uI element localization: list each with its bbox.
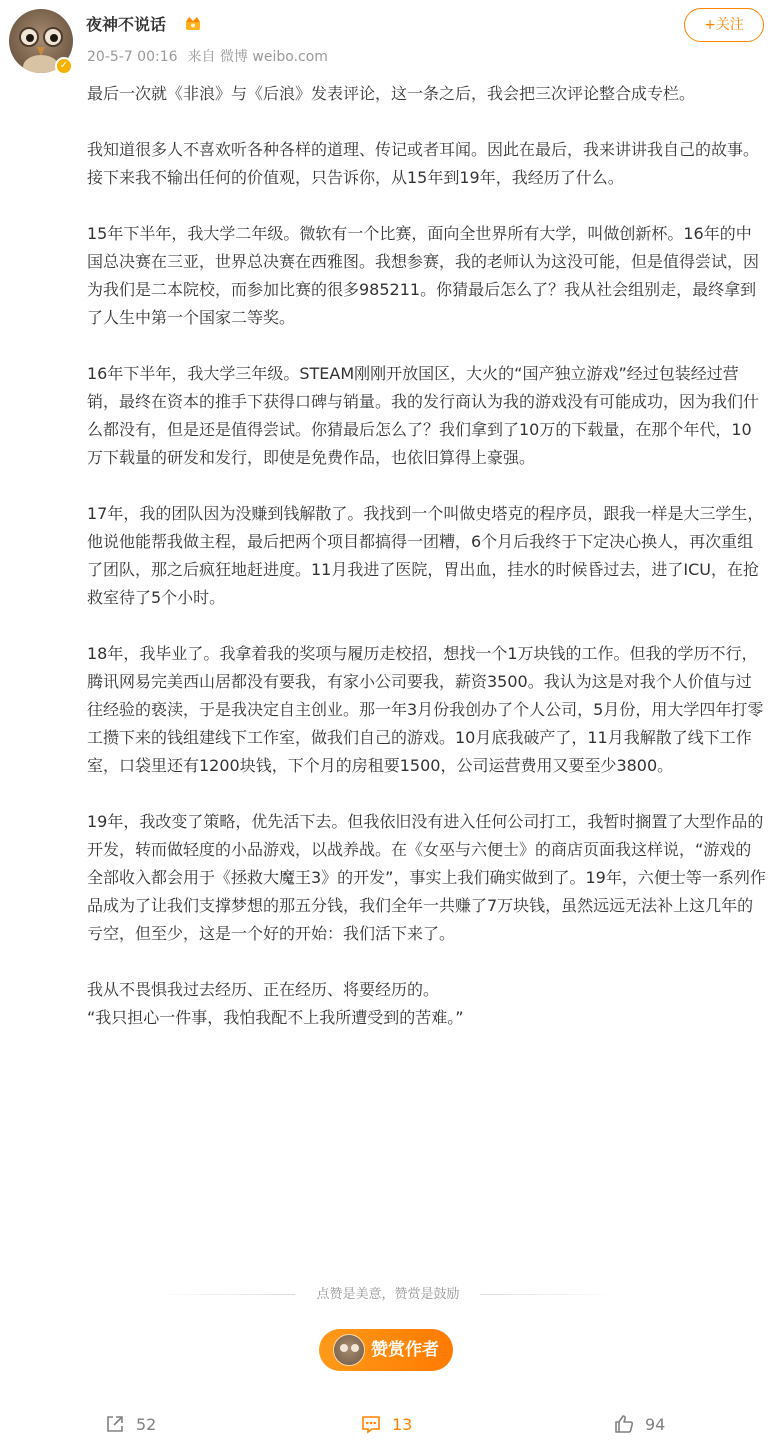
share-count: 52 — [136, 1414, 157, 1434]
divider-line-right — [480, 1294, 620, 1295]
follow-button[interactable]: +关注 — [684, 8, 764, 42]
post-quote: “我只担心一件事，我怕我配不上我所遭受到的苦难。” — [87, 1008, 464, 1027]
post-paragraph: 17年，我的团队因为没赚到钱解散了。我找到一个叫做史塔克的程序员，跟我一样是大三学生，他说他能帮我做主程，最后把两个项目都搞得一团糟，6个月后我终于下定决心换人，再次重组了团队，那之后疯狂地赶进度。11月我进了医院，胃出血，挂水的时候昏过去，进了ICU，在抢救室待了5个小时。 — [87, 504, 764, 607]
post-paragraph: 我从不畏惧我过去经历、正在经历、将要经历的。 — [87, 980, 440, 999]
post-paragraph: 16年下半年，我大学三年级。STEAM刚刚开放国区，大火的“国产独立游戏”经过包装经过营销，最终在资本的推手下获得口碑与销量。我的发行商认为我的游戏没有可能成功，因为我们什么都没有，但是还是值得尝试。你猜最后怎么了？我们拿到了10万的下载量，在那个年代，10万下载量的研发和发行，即使是免费作品，也依旧算得上豪强。 — [87, 364, 760, 467]
post-date[interactable]: 20-5-7 00:16 — [87, 49, 178, 65]
like-count: 94 — [645, 1414, 666, 1434]
owl-eye-left — [19, 27, 39, 47]
reward-author-button[interactable] — [319, 1329, 453, 1371]
post-meta — [87, 48, 338, 66]
share-button[interactable] — [104, 1402, 156, 1446]
vip-crown-icon[interactable] — [184, 14, 202, 32]
like-button[interactable] — [613, 1402, 665, 1446]
post-paragraph: 我知道很多人不喜欢听各种各样的道理、传记或者耳闻。因此在最后，我来讲讲我自己的故事。接下来我不输出任何的价值观，只告诉你，从15年到19年，我经历了什么。 — [87, 140, 760, 187]
post-source: 来自 微博 weibo.com — [187, 49, 328, 65]
owl-body — [23, 55, 59, 73]
author-name[interactable]: 夜神不说话 — [86, 15, 167, 34]
comment-icon — [360, 1413, 382, 1435]
post-body — [87, 80, 767, 1032]
reward-divider — [0, 1282, 776, 1308]
post-header — [0, 0, 776, 80]
post-paragraph: 最后一次就《非浪》与《后浪》发表评论，这一条之后，我会把三次评论整合成专栏。 — [87, 84, 696, 103]
post-paragraph: 15年下半年，我大学二年级。微软有一个比赛，面向全世界所有大学，叫做创新杯。16年的中国总决赛在三亚，世界总决赛在西雅图。我想参赛，我的老师认为这没可能，但是值得尝试，因为我们是二本院校，而参加比赛的很多985211。你猜最后怎么了？我从社会组别走，最终拿到了人生中第一个国家二等奖。 — [87, 224, 760, 327]
post-paragraph: 19年，我改变了策略，优先活下去。但我依旧没有进入任何公司打工，我暂时搁置了大型作品的开发，转而做轻度的小品游戏，以战养战。在《女巫与六便士》的商店页面我这样说，“游戏的全部收入都会用于《拯救大魔王3》的开发”，事实上我们确实做到了。19年，六便士等一系列作品成为了让我们支撑梦想的那五分钱，我们全年一共赚了7万块钱，虽然远远无法补上这几年的亏空，但至少，这是一个好的开始：我们活下来了。 — [87, 812, 766, 943]
like-icon — [613, 1413, 635, 1435]
reward-button-label: 赞赏作者 — [371, 1340, 439, 1360]
owl-eye-right — [43, 27, 63, 47]
reward-divider-text: 点赞是美意，赞赏是鼓励 — [316, 1287, 460, 1302]
comment-button[interactable] — [360, 1402, 412, 1446]
verified-badge-icon: ✓ — [55, 57, 73, 75]
comment-count: 13 — [392, 1414, 413, 1434]
share-icon — [104, 1413, 126, 1435]
action-bar — [0, 1402, 776, 1446]
reward-avatar — [333, 1334, 365, 1366]
post-paragraph: 18年，我毕业了。我拿着我的奖项与履历走校招，想找一个1万块钱的工作。但我的学历不行，腾讯网易完美西山居都没有要我，有家小公司要我，薪资3500。我认为这是对我个人价值与过往经验的亵渎，于是我决定自主创业。那一年3月份我创办了个人公司，5月份，用大学四年打零工攒下来的钱组建线下工作室，做我们自己的游戏。10月底我破产了，11月我解散了线下工作室，口袋里还有1200块钱，下个月的房租要1500，公司运营费用又要至少3800。 — [87, 644, 764, 775]
